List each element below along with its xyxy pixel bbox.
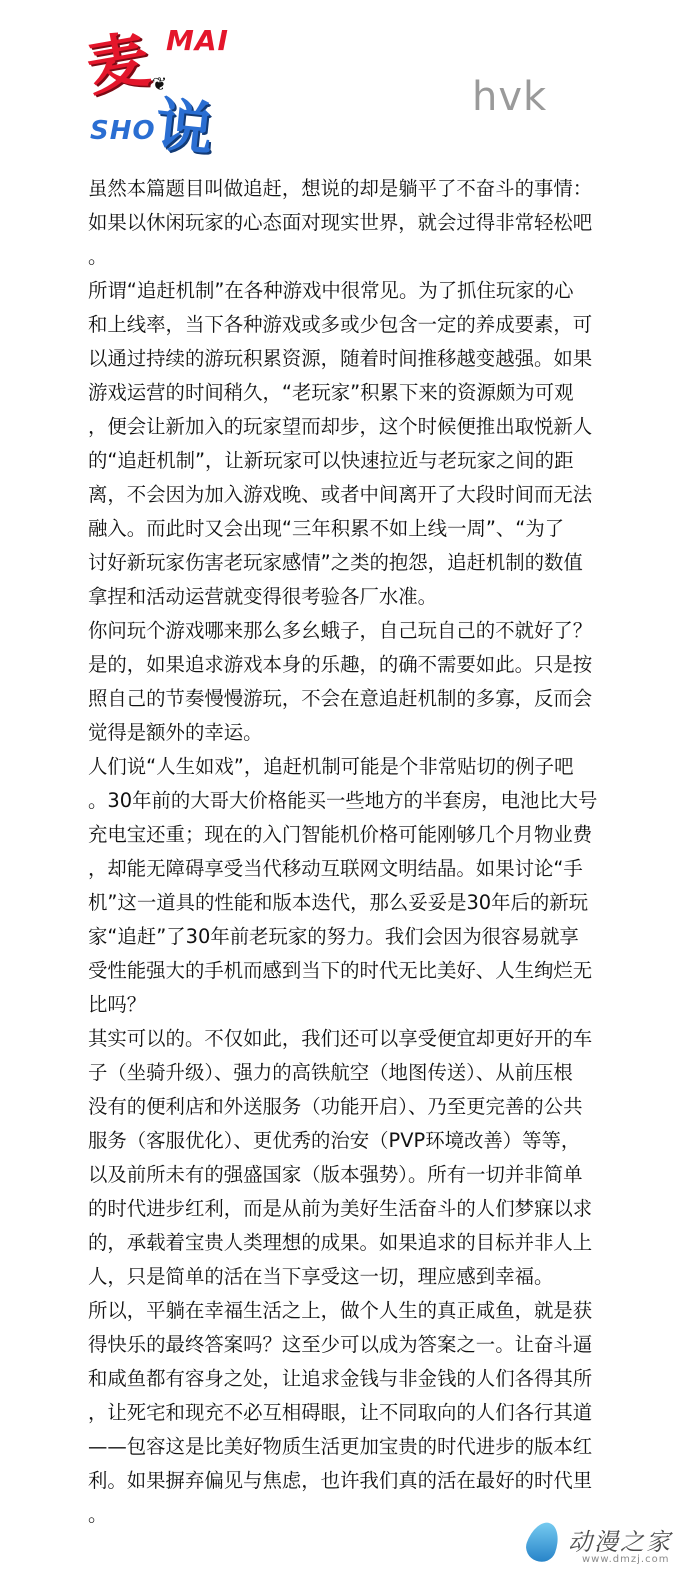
text-line: 虽然本篇题目叫做追赶，想说的却是躺平了不奋斗的事情： (88, 177, 593, 200)
text-line: 以及前所未有的强盛国家（版本强势）。所有一切并非简单 (88, 1163, 583, 1186)
text-line: 比吗？ (88, 993, 147, 1016)
text-line: 受性能强大的手机而感到当下的时代无比美好、人生绚烂无 (88, 959, 593, 982)
text-line: ，却能无障碍享受当代移动互联网文明结晶。如果讨论“手 (88, 857, 583, 880)
text-line: 是的，如果追求游戏本身的乐趣，的确不需要如此。只是按 (88, 653, 593, 676)
text-line: 。 (88, 245, 108, 268)
text-line: 利。如果摒弃偏见与焦虑，也许我们真的活在最好的时代里 (88, 1469, 593, 1492)
logo-glyph-bottom: 说 (152, 90, 217, 164)
text-line: 。30年前的大哥大价格能买一些地方的半套房，电池比大号 (88, 789, 598, 812)
text-line: 和咸鱼都有容身之处，让追求金钱与非金钱的人们各得其所 (88, 1367, 593, 1390)
logo-latin-bottom: SHO (90, 116, 156, 146)
text-line: 离，不会因为加入游戏晚、或者中间离开了大段时间而无法 (88, 483, 593, 506)
text-line: 。 (88, 1503, 108, 1526)
text-line: 机”这一道具的性能和版本迭代，那么妥妥是30年后的新玩 (88, 891, 589, 914)
author-name: hvk (472, 74, 548, 120)
text-line: 照自己的节奏慢慢游玩，不会在意追赶机制的多寡，反而会 (88, 687, 593, 710)
drop-logo-icon (522, 1518, 564, 1566)
text-line: 的“追赶机制”，让新玩家可以快速拉近与老玩家之间的距 (88, 449, 574, 472)
text-line: 充电宝还重；现在的入门智能机价格可能刚够几个月物业费 (88, 823, 593, 846)
text-line: 的时代进步红利，而是从前为美好生活奋斗的人们梦寐以求 (88, 1197, 593, 1220)
maishuo-logo (81, 8, 256, 164)
text-line: 和上线率，当下各种游戏或多或少包含一定的养成要素，可 (88, 313, 593, 336)
text-line: 所谓“追赶机制”在各种游戏中很常见。为了抓住玩家的心 (88, 279, 574, 302)
paw-icon: ❦ (152, 74, 168, 95)
text-line: 讨好新玩家伤害老玩家感情”之类的抱怨，追赶机制的数值 (88, 551, 583, 574)
text-line: 如果以休闲玩家的心态面对现实世界，就会过得非常轻松吧 (88, 211, 593, 234)
text-line: 得快乐的最终答案吗？这至少可以成为答案之一。让奋斗逼 (88, 1333, 593, 1356)
text-line: ，让死宅和现充不必互相碍眼，让不同取向的人们各行其道 (88, 1401, 593, 1424)
article-body (88, 172, 628, 1532)
text-line: 的，承载着宝贵人类理想的成果。如果追求的目标并非人上 (88, 1231, 593, 1254)
text-line: 以通过持续的游玩积累资源，随着时间推移越变越强。如果 (88, 347, 593, 370)
text-line: 所以，平躺在幸福生活之上，做个人生的真正咸鱼，就是获 (88, 1299, 593, 1322)
text-line: 游戏运营的时间稍久，“老玩家”积累下来的资源颇为可观 (88, 381, 574, 404)
watermark-url: www.dmzj.com (582, 1554, 670, 1565)
logo-glyph-top: 麦 (81, 22, 155, 105)
watermark-name: 动漫之家 (568, 1528, 672, 1556)
logo-latin-top: MAI (166, 24, 229, 57)
text-line: ，便会让新加入的玩家望而却步，这个时候便推出取悦新人 (88, 415, 593, 438)
text-line: ——包容这是比美好物质生活更加宝贵的时代进步的版本红 (88, 1435, 593, 1458)
text-line: 人们说“人生如戏”，追赶机制可能是个非常贴切的例子吧 (88, 755, 574, 778)
text-line: 子（坐骑升级）、强力的高铁航空（地图传送）、从前压根 (88, 1061, 573, 1084)
text-line: 觉得是额外的幸运。 (88, 721, 263, 744)
text-line: 服务（客服优化）、更优秀的治安（PVP环境改善）等等， (88, 1129, 581, 1152)
text-line: 没有的便利店和外送服务（功能开启）、乃至更完善的公共 (88, 1095, 583, 1118)
site-watermark (522, 1518, 692, 1574)
page-header (0, 0, 700, 170)
text-line: 其实可以的。不仅如此，我们还可以享受便宜却更好开的车 (88, 1027, 593, 1050)
text-line: 人，只是简单的活在当下享受这一切，理应感到幸福。 (88, 1265, 554, 1288)
text-line: 融入。而此时又会出现“三年积累不如上线一周”、“为了 (88, 517, 565, 540)
text-line: 家“追赶”了30年前老玩家的努力。我们会因为很容易就享 (88, 925, 579, 948)
text-line: 你问玩个游戏哪来那么多幺蛾子，自己玩自己的不就好了？ (88, 619, 593, 642)
text-line: 拿捏和活动运营就变得很考验各厂水准。 (88, 585, 438, 608)
